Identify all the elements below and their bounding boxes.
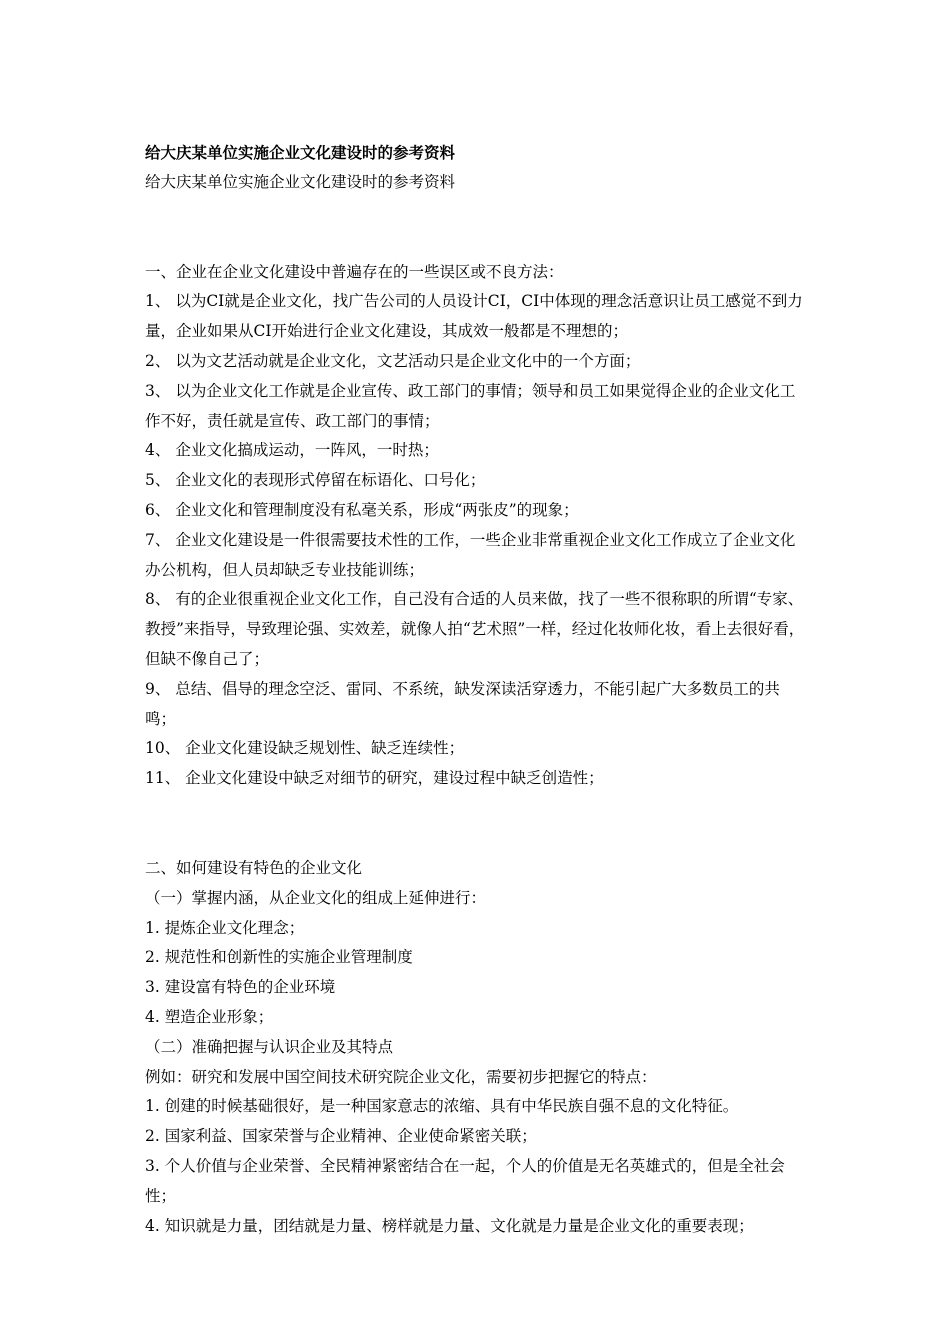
list-item: 2. 规范性和创新性的实施企业管理制度 — [145, 948, 413, 967]
blank-space — [145, 198, 810, 258]
item-text: 企业文化的表现形式停留在标语化、口号化； — [175, 471, 486, 490]
item-number: 8、 — [145, 590, 171, 609]
item-number: 7、 — [145, 530, 171, 549]
list-item — [145, 347, 810, 377]
subsection-2-heading: （二）准确把握与认识企业及其特点 — [145, 1037, 394, 1056]
item-number: 9、 — [145, 679, 171, 698]
item-text: 以为文艺活动就是企业文化，文艺活动只是企业文化中的一个方面； — [175, 351, 641, 370]
item-text: 企业文化搞成运动，一阵风，一时热； — [175, 441, 439, 460]
item-text: 企业文化建设中缺乏对细节的研究，建设过程中缺乏创造性； — [185, 769, 604, 788]
list-item — [145, 466, 810, 496]
list-item — [145, 377, 810, 437]
list-item: 4. 塑造企业形象； — [145, 1007, 274, 1026]
list-item: 4. 知识就是力量，团结就是力量、榜样就是力量、文化就是力量是企业文化的重要表现； — [145, 1216, 754, 1235]
section-1-list — [145, 287, 810, 794]
subsection-2-intro: 例如：研究和发展中国空间技术研究院企业文化，需要初步把握它的特点： — [145, 1067, 657, 1086]
document-subtitle: 给大庆某单位实施企业文化建设时的参考资料 — [145, 172, 456, 191]
document-title: 给大庆某单位实施企业文化建设时的参考资料 — [145, 143, 456, 162]
item-number: 6、 — [145, 500, 171, 519]
list-item — [145, 764, 810, 794]
subsection-1-heading: （一）掌握内涵，从企业文化的组成上延伸进行： — [145, 888, 487, 907]
section-1-heading: 一、企业在企业文化建设中普遍存在的一些误区或不良方法： — [145, 262, 564, 281]
list-item — [145, 496, 810, 526]
item-number: 3、 — [145, 381, 171, 400]
subsection-1-list — [145, 914, 810, 1033]
list-item — [145, 287, 810, 347]
list-item: 3. 建设富有特色的企业环境 — [145, 978, 336, 997]
list-item: 1. 创建的时候基础很好，是一种国家意志的浓缩、具有中华民族自强不息的文化特征。 — [145, 1097, 739, 1116]
item-text: 企业文化建设是一件很需要技术性的工作，一些企业非常重视企业文化工作成立了企业文化办公机构，但人员却缺乏专业技能训练； — [145, 530, 796, 579]
blank-space — [145, 794, 810, 854]
list-item: 1. 提炼企业文化理念； — [145, 918, 305, 937]
list-item — [145, 526, 810, 586]
list-item: 2. 国家利益、国家荣誉与企业精神、企业使命紧密关联； — [145, 1127, 537, 1146]
list-item — [145, 585, 810, 674]
item-text: 企业文化建设缺乏规划性、缺乏连续性； — [185, 739, 465, 758]
list-item: 3. 个人价值与企业荣誉、全民精神紧密结合在一起，个人的价值是无名英雄式的，但是全社会性； — [145, 1156, 785, 1205]
item-number: 11、 — [145, 769, 181, 788]
item-number: 10、 — [145, 739, 181, 758]
item-number: 5、 — [145, 471, 171, 490]
item-number: 4、 — [145, 441, 171, 460]
list-item — [145, 734, 810, 764]
item-text: 总结、倡导的理念空泛、雷同、不系统，缺发深读活穿透力，不能引起广大多数员工的共鸣； — [145, 679, 780, 728]
item-text: 有的企业很重视企业文化工作，自己没有合适的人员来做，找了一些不很称职的所谓“专家、教授”来指导，导致理论强、实效差，就像人拍“艺术照”一样，经过化妆师化妆，看上去很好看，但缺不像自己了； — [145, 590, 805, 668]
subsection-2-list — [145, 1092, 810, 1241]
item-number: 1、 — [145, 292, 171, 311]
item-number: 2、 — [145, 351, 171, 370]
section-2-heading: 二、如何建设有特色的企业文化 — [145, 858, 363, 877]
item-text: 以为CI就是企业文化，找广告公司的人员设计CI，CI中体现的理念活意识让员工感觉不到力量，企业如果从CI开始进行企业文化建设，其成效一般都是不理想的； — [145, 292, 803, 341]
item-text: 以为企业文化工作就是企业宣传、政工部门的事情；领导和员工如果觉得企业的企业文化工作不好，责任就是宣传、政工部门的事情； — [145, 381, 796, 430]
list-item — [145, 675, 810, 735]
list-item — [145, 436, 810, 466]
item-text: 企业文化和管理制度没有私毫关系，形成“两张皮”的现象； — [175, 500, 579, 519]
